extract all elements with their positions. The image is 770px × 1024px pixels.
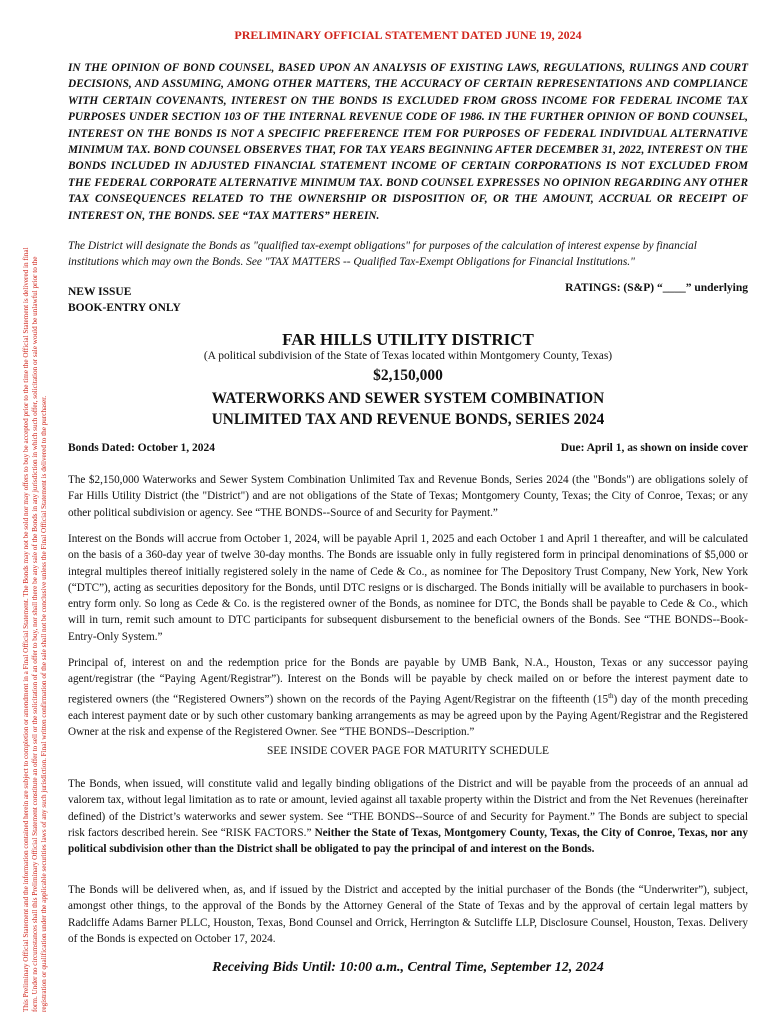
ratings-label: RATINGS: (S&P) “____” underlying [565, 282, 748, 294]
superscript-th: th [608, 691, 614, 700]
series-title-line-1: WATERWORKS AND SEWER SYSTEM COMBINATION [211, 390, 605, 407]
book-entry-label: BOOK-ENTRY ONLY [68, 301, 181, 314]
side-notice-line-2: form. Under no circumstances shall this Preliminary Official Statement constitute an offer to sell or the solicitation of an offer to buy, nor shall there be any sale of the Bonds in any jurisdiction in which such offer, solicitation or sale would be unlawful prior to the [31, 256, 40, 1012]
paragraph-paying-agent [68, 655, 748, 740]
new-issue-label: NEW ISSUE [68, 286, 132, 298]
paying-agent-text-b: ) day of the month preceding each interest payment date or by such other customary banking arrangements as may be agreed upon by the Paying Agent/Registrar and the Registered Owner at the risk and expense of the Registered Owner. See “THE BONDS--Description.” [68, 693, 748, 738]
bond-amount: $2,150,000 [373, 367, 443, 384]
paragraph-interest: Interest on the Bonds will accrue from October 1, 2024, will be payable April 1, 2025 and each October 1 and April 1 thereafter, and will be calculated on the basis of a 360-day year of twelve 30-day months. The Bonds are issuable only in fully registered form in principal denominations of $5,000 or integral multiples thereof initially registered solely in the name of Cede & Co., as nominee for The Depository Trust Company, New York, New York (“DTC”), acting as securities depository for the Bonds, until DTC resigns or is discharged. The Bonds initially will be available to purchasers in book-entry form only. So long as Cede & Co. is the registered owner of the Bonds, as nominee for DTC, the Bonds shall be payable to Cede & Co., which will in turn, remit such amount to DTC participants for subsequent disbursement to the beneficial owners of the Bonds. See “THE BONDS--Book-Entry-Only System.” [68, 533, 748, 643]
bond-series-title [68, 389, 748, 430]
preliminary-heading: PRELIMINARY OFFICIAL STATEMENT DATED JUNE 19, 2024 [234, 28, 582, 42]
district-subtitle: (A political subdivision of the State of Texas located within Montgomery County, Texas) [203, 350, 613, 362]
security-bold-text: Neither the State of Texas, Montgomery County, Texas, the City of Conroe, Texas, nor any political subdivision other than the District shall be obligated to pay the principal of and interest on the Bonds. [68, 826, 749, 856]
issue-type-block [68, 285, 181, 316]
side-legal-notice [22, 12, 72, 1012]
paragraph-obligations: The $2,150,000 Waterworks and Sewer System Combination Unlimited Tax and Revenue Bonds, Series 2024 (the "Bonds") are obligations solely of Far Hills Utility District (the "District") and are not obligations of the State of Texas; Montgomery County, Texas; the City of Conroe, Texas; or any other political subdivision or agency. See “THE BONDS--Source of and Security for Payment.” [68, 474, 748, 519]
receiving-bids-deadline: Receiving Bids Until: 10:00 a.m., Central Time, September 12, 2024 [212, 960, 604, 975]
paying-agent-text-a: Principal of, interest on and the redemption price for the Bonds are payable by UMB Bank, N.A., Houston, Texas or any successor paying agent/registrar (the “Paying Agent/Registrar”). Interest on the Bonds will be payable by check mailed on or before the interest payment date to registered owners (the “Registered Owners”) shown on the records of the Paying Agent/Registrar on the fifteenth (15 [68, 657, 748, 706]
qualified-tax-exempt-note: The District will designate the Bonds as "qualified tax-exempt obligations" for purposes of the calculation of interest expense by financial institutions which may own the Bonds. See "TAX MATTERS -- Qualified Tax-Exempt Obligations for Financial Institutions." [68, 240, 697, 269]
bond-counsel-opinion: IN THE OPINION OF BOND COUNSEL, BASED UPON AN ANALYSIS OF EXISTING LAWS, REGULATIONS, RULINGS AND COURT DECISIONS, AND ASSUMING, AMONG OTHER MATTERS, THE ACCURACY OF CERTAIN REPRESENTATIONS AND COMPLIANCE WITH CERTAIN COVENANTS, INTEREST ON THE BONDS IS EXCLUDED FROM GROSS INCOME FOR FEDERAL INCOME TAX PURPOSES UNDER SECTION 103 OF THE INTERNAL REVENUE CODE OF 1986. IN THE FURTHER OPINION OF BOND COUNSEL, INTEREST ON THE BONDS IS NOT A SPECIFIC PREFERENCE ITEM FOR PURPOSES OF FEDERAL INDIVIDUAL ALTERNATIVE MINIMUM TAX. BOND COUNSEL OBSERVES THAT, FOR TAX YEARS BEGINNING AFTER DECEMBER 31, 2022, INTEREST ON THE BONDS INCLUDED IN ADJUSTED FINANCIAL STATEMENT INCOME OF CERTAIN CORPORATIONS IS NOT EXCLUDED FROM THE FEDERAL CORPORATE ALTERNATIVE MINIMUM TAX. BOND COUNSEL EXPRESSES NO OPINION REGARDING ANY OTHER TAX CONSEQUENCES RELATED TO THE OWNERSHIP OR DISPOSITION OF, OR THE AMOUNT, ACCRUAL OR RECEIPT OF INTEREST ON, THE BONDS. SEE “TAX MATTERS” HEREIN. [68, 62, 748, 222]
security-text: The Bonds, when issued, will constitute valid and legally binding obligations of the District and will be payable from the proceeds of an annual ad valorem tax, without legal limitation as to rate or amount, levied against all taxable property within the District and from the Net Revenues (hereinafter defined) of the District’s waterworks and sewer system. See “THE BONDS--Source of and Security for Payment.” The Bonds are subject to special risk factors described herein. See “RISK FACTORS.” [68, 778, 748, 839]
series-title-line-2: UNLIMITED TAX AND REVENUE BONDS, SERIES 2024 [211, 410, 605, 428]
district-title: FAR HILLS UTILITY DISTRICT [282, 330, 534, 349]
side-notice-line-3: registration or qualification under the applicable securities laws of any such jurisdiction. Final written confirmation of the sale shall not be conclusive unless the Final Official Statement is delivered to the purchaser. [40, 395, 49, 1012]
bonds-dated: Bonds Dated: October 1, 2024 [68, 442, 216, 454]
paragraph-security [68, 776, 748, 857]
paragraph-delivery: The Bonds will be delivered when, as, and if issued by the District and accepted by the initial purchaser of the Bonds (the “Underwriter”), subject, amongst other things, to the approval of the Bonds by the Attorney General of the State of Texas and by the approval of certain legal matters by Radcliffe Adams Barner PLLC, Houston, Texas, Bond Counsel and Orrick, Herrington & Sutcliffe LLP, Disclosure Counsel, Houston, Texas. Delivery of the Bonds is expected on October 17, 2024. [68, 884, 748, 945]
bonds-due: Due: April 1, as shown on inside cover [560, 442, 748, 454]
side-notice-line-1: This Preliminary Official Statement and the information contained herein are subject to completion or amendment in a Final Official Statement. The Bonds may not be sold nor may offers to buy be accepted prior to the time the Official Statement is delivered in final [22, 247, 30, 1012]
see-inside-cover-note: SEE INSIDE COVER PAGE FOR MATURITY SCHEDULE [266, 745, 550, 757]
